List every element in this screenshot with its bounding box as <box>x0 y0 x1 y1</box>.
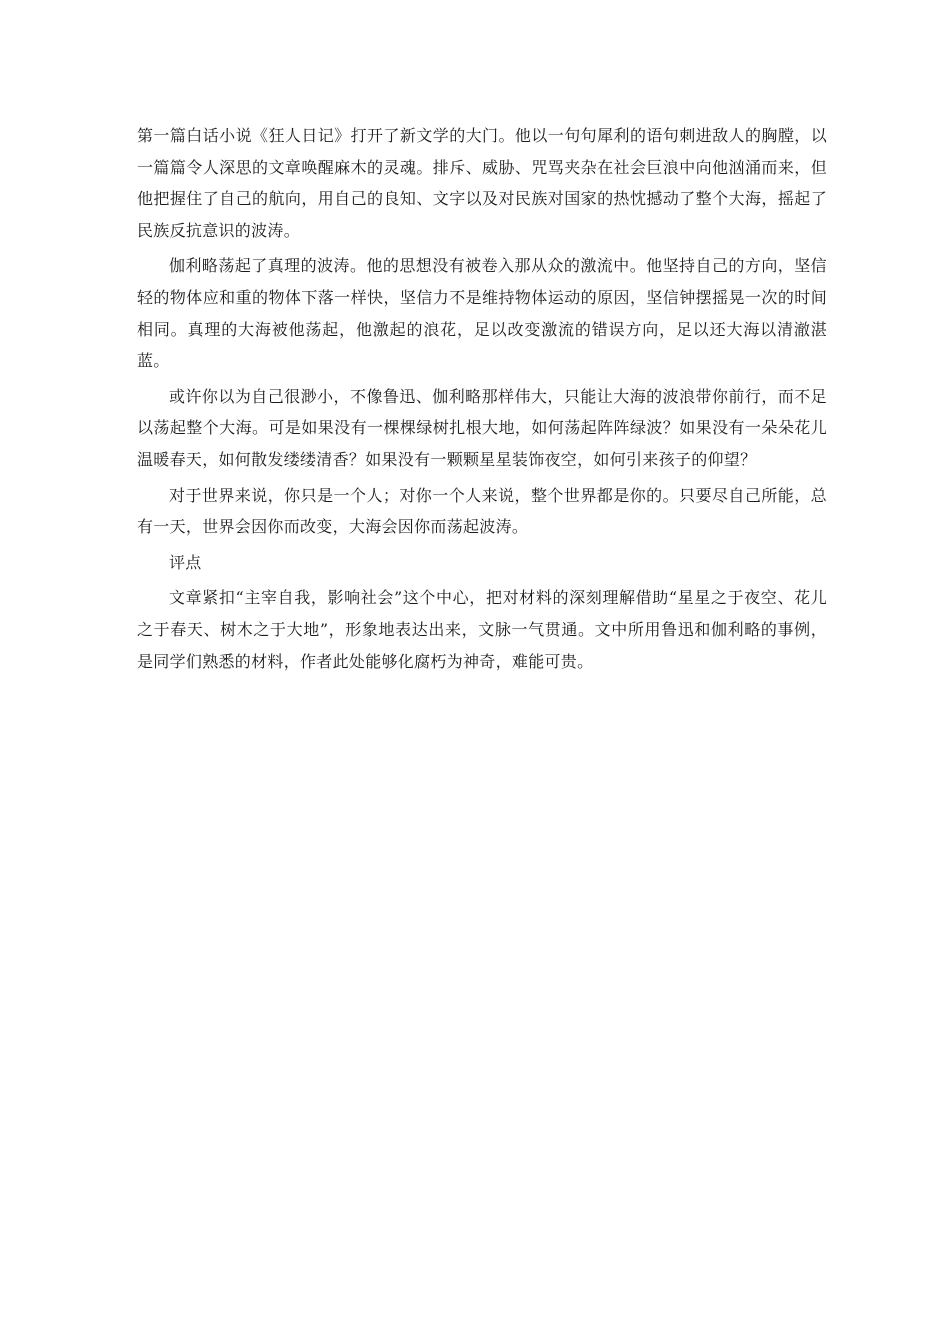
document-body <box>137 120 827 681</box>
essay-paragraph-3: 或许你以为自己很渺小，不像鲁迅、伽利略那样伟大，只能让大海的波浪带你前行，而不足以荡起整个大海。可是如果没有一棵棵绿树扎根大地，如何荡起阵阵绿波？如果没有一朵朵花儿温暖春天，如何散发缕缕清香？如果没有一颗颗星星装饰夜空，如何引来孩子的仰望？ <box>137 386 827 469</box>
essay-paragraph-1: 第一篇白话小说《狂人日记》打开了新文学的大门。他以一句句犀利的语句刺进敌人的胸膛，以一篇篇令人深思的文章唤醒麻木的灵魂。排斥、威胁、咒骂夹杂在社会巨浪中向他汹涌而来，但他把握住了自己的航向，用自己的良知、文字以及对民族对国家的热忱撼动了整个大海，摇起了民族反抗意识的波涛。 <box>137 126 827 240</box>
essay-paragraph-2: 伽利略荡起了真理的波涛。他的思想没有被卷入那从众的激流中。他坚持自己的方向，坚信轻的物体应和重的物体下落一样快，坚信力不是维持物体运动的原因，坚信钟摆摇晃一次的时间相同。真理的大海被他荡起，他激起的浪花，足以改变激流的错误方向，足以还大海以清澈湛蓝。 <box>137 256 827 371</box>
essay-paragraph-4: 对于世界来说，你只是一个人；对你一个人来说，整个世界都是你的。只要尽自己所能，总有一天，世界会因你而改变，大海会因你而荡起波涛。 <box>137 485 827 537</box>
comment-heading: 评点 <box>169 552 202 572</box>
comment-paragraph: 文章紧扣“主宰自我，影响社会”这个中心，把对材料的深刻理解借助“星星之于夜空、花儿之于春天、树木之于大地”，形象地表达出来，文脉一气贯通。文中所用鲁迅和伽利略的事例，是同学们熟悉的材料，作者此处能够化腐朽为神奇，难能可贵。 <box>137 588 827 671</box>
